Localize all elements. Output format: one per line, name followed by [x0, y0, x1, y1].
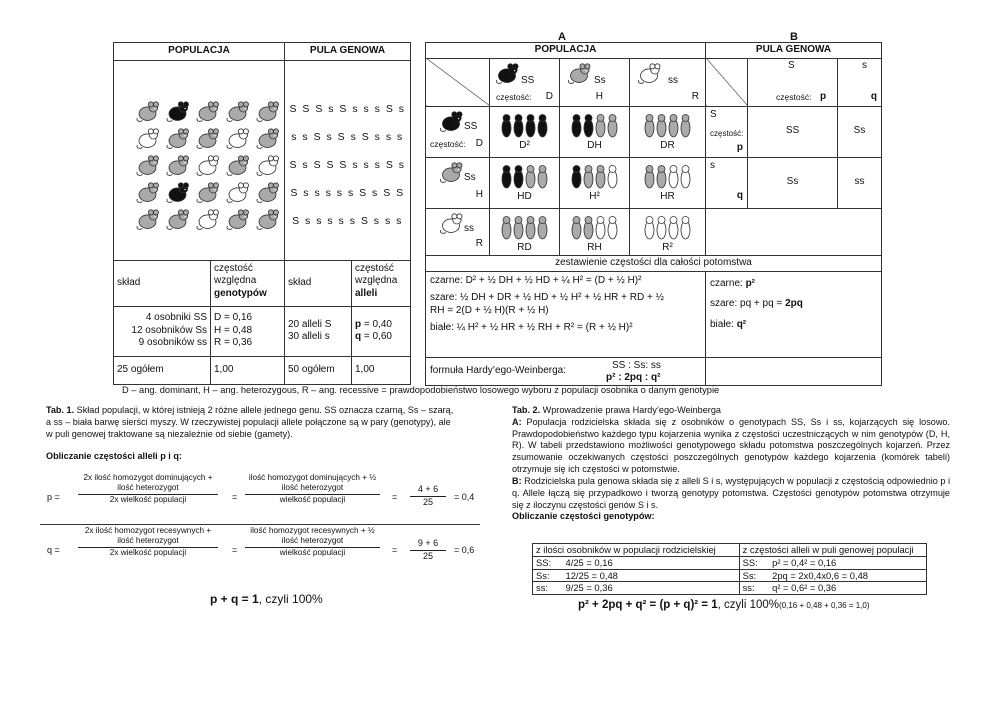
col-sklad: skład [114, 260, 211, 306]
cell-dr: DR [630, 106, 706, 157]
header-population-a: POPULACJA [426, 43, 706, 59]
black-mouse-icon [494, 63, 520, 85]
cell-hd: HD [490, 157, 560, 208]
offspring-mouse-icon [571, 215, 582, 241]
summary-formulas: czarne: D² + ½ DH + ½ HD + ¼ H² = (D + ½ H)² szare: ½ DH + DR + ½ HD + ½ H² + ½ HR + RD + ½ RH = 2(D + ½ H)(R + ½ H) białe: ¼ H² + ½ HR + ½ RH + R² = (R + ½ H)² [426, 271, 706, 357]
black-mouse-icon [438, 111, 464, 133]
cell-rh: RH [560, 208, 630, 256]
offspring-mouse-icon [595, 164, 606, 190]
cell: q² = 0,6² = 0,36 [769, 582, 926, 595]
mouse-icon [134, 182, 161, 204]
cell: SS: [739, 556, 769, 569]
offspring-mouse-icon [513, 215, 524, 241]
allele-freq-cell: p = 0,40 q = 0,60 [352, 306, 411, 356]
eq-sign: = [392, 492, 398, 502]
mouse-icon [164, 101, 191, 123]
tab1-caption: Tab. 1. Skład populacji, w której istnieją 2 różne allele jednego genu. SS oznacza czarną, Ss – szarą, a ss – biała barwę sierści myszy. W rzeczywistej populacji allele połączone są w pary (genotypy), ale w puli genowej traktowane są niezależnie od siebie (gamety). [46, 405, 454, 439]
legend: D – ang. dominant, H – ang. heterozygous, R – ang. recessive = prawdopodobieństwo losowego wyboru z populacji osobnika o danym genotypie [122, 385, 720, 395]
offspring-mouse-icon [525, 215, 536, 241]
mouse-icon [254, 209, 281, 231]
row-s-dom: S częstość: p [706, 106, 748, 157]
offspring-mouse-icon [644, 215, 655, 241]
cell-ss-b: SS [748, 106, 838, 157]
offspring-mouse-icon [668, 215, 679, 241]
mouse-icon [134, 155, 161, 177]
cell: ss: [533, 582, 563, 595]
summary-header: zestawienie częstości dla całości potomstwa [426, 256, 882, 272]
offspring-mouse-icon [513, 164, 524, 190]
p-fraction-2: ilość homozygot dominujących + ½ ilość heterozygot wielkość populacji [245, 473, 380, 505]
offspring-mouse-icon [607, 113, 618, 139]
mice-population [114, 60, 285, 260]
mouse-icon [194, 209, 221, 231]
header-gene-pool-b: PULA GENOWA [706, 43, 882, 59]
gene-pool-list [285, 60, 411, 260]
offspring-mouse-icon [680, 113, 691, 139]
eq-sign: = [232, 492, 238, 502]
mouse-icon [194, 101, 221, 123]
offspring-mouse-icon [525, 164, 536, 190]
offspring-mouse-icon [571, 113, 582, 139]
mouse-icon [194, 155, 221, 177]
mouse-icon [254, 128, 281, 150]
offspring-mouse-icon [668, 164, 679, 190]
gene-row: s s S s S s S s s s [291, 130, 404, 143]
cell: ss: [739, 582, 769, 595]
mouse-icon [254, 101, 281, 123]
allele-counts-cell: 20 alleli S 30 alleli s [285, 306, 352, 356]
mouse-icon [164, 182, 191, 204]
gene-row: S s s s s s S s S S [290, 186, 405, 199]
eq-sign: = [232, 545, 238, 555]
gene-row: S s S S S s s s S s [289, 158, 406, 171]
counts-cell: 4 osobniki SS 12 osobników Ss 9 osobników ss [114, 306, 211, 356]
cell: 4/25 = 0,16 [563, 556, 740, 569]
gene-row: S s s s s s S s s s [292, 215, 403, 227]
mouse-icon [164, 209, 191, 231]
mouse-icon [164, 128, 191, 150]
hw-final: p² + 2pq + q² = (p + q)² = 1, czyli 100%(0,16 + 0,48 + 0,36 = 1,0) [578, 599, 870, 611]
q-fraction-2: ilość homozygot recesywnych + ½ ilość heterozygot wielkość populacji [245, 526, 380, 558]
col-sklad-2: skład [285, 260, 352, 306]
total-freq-cell: 1,00 [211, 356, 285, 384]
total-allele-freq-cell: 1,00 [352, 356, 411, 384]
mouse-icon [194, 128, 221, 150]
divider [40, 524, 480, 525]
mouse-icon [254, 182, 281, 204]
offspring-mouse-icon [656, 113, 667, 139]
mouse-icon [224, 128, 251, 150]
cell-dh: DH [560, 106, 630, 157]
header-gene-pool: PULA GENOWA [285, 43, 411, 61]
col-s-dom: S częstość: p [748, 58, 838, 106]
p-fraction-1: 2x ilość homozygot dominujących + ilość heterozygot 2x wielkość populacji [78, 473, 218, 505]
col-s-rec: s q [838, 58, 882, 106]
pq-sum: p + q = 1, czyli 100% [210, 592, 323, 606]
genotype-freq-table [532, 543, 927, 595]
offspring-mouse-icon [607, 164, 618, 190]
cell: SS: [533, 556, 563, 569]
col-ss-header: SS częstość: D [490, 58, 560, 106]
p-result: = 0,4 [454, 492, 475, 502]
label-b: B [790, 31, 798, 43]
grey-mouse-icon [438, 162, 464, 184]
col-ss-rec-header: ss R [630, 58, 706, 106]
cell: 12/25 = 0,48 [563, 569, 740, 582]
cell-d2: D² [490, 106, 560, 157]
corner-cell-b [706, 58, 748, 106]
corner-cell [426, 58, 490, 106]
cell-h2: H² [560, 157, 630, 208]
q-result: = 0,6 [454, 545, 475, 555]
p-fraction-3: $\frac{4 + 6}{25}$ [410, 484, 446, 508]
summary-b: czarne: p² szare: pq + pq = 2pq białe: q² [706, 271, 882, 357]
offspring-mouse-icon [537, 215, 548, 241]
offspring-mouse-icon [595, 113, 606, 139]
header-population: POPULACJA [114, 43, 285, 61]
offspring-mouse-icon [571, 164, 582, 190]
total-cell: 25 ogółem [114, 356, 211, 384]
offspring-mouse-icon [525, 113, 536, 139]
th-parental: z ilości osobników w populacji rodzicielskiej [533, 544, 740, 557]
cell-hr: HR [630, 157, 706, 208]
label-a: A [558, 31, 566, 43]
mouse-icon [164, 155, 191, 177]
offspring-mouse-icon [680, 164, 691, 190]
offspring-mouse-icon [644, 164, 655, 190]
row-ss-header: SS częstość: D [426, 106, 490, 157]
mouse-icon [134, 209, 161, 231]
cell-ss-b4: ss [838, 157, 882, 208]
hw-formula: formuła Hardy’ego-Weinberga: SS : Ss: ss p² : 2pq : q² [426, 357, 706, 385]
offspring-mouse-icon [680, 215, 691, 241]
empty-cell [706, 208, 882, 256]
offspring-mouse-icon [583, 164, 594, 190]
offspring-mouse-icon [656, 164, 667, 190]
mouse-icon [224, 182, 251, 204]
q-fraction-1: 2x ilość homozygot recesywnych + ilość heterozygot 2x wielkość populacji [78, 526, 218, 558]
p-label: p = [47, 492, 60, 502]
row-ss-rec-header: ss R [426, 208, 490, 256]
offspring-mouse-icon [537, 164, 548, 190]
mouse-icon [134, 101, 161, 123]
cell: Ss: [533, 569, 563, 582]
eq-sign: = [392, 545, 398, 555]
cell-rd: RD [490, 208, 560, 256]
genotype-freq-cell: D = 0,16 H = 0,48 R = 0,36 [211, 306, 285, 356]
row-ss-het-header: Ss H [426, 157, 490, 208]
col-ss-het-header: Ss H [560, 58, 630, 106]
gene-row: S S S s S s s s S s [289, 102, 406, 115]
cell-r2: R² [630, 208, 706, 256]
cell-ss-b3: Ss [748, 157, 838, 208]
col-freq-alleles: częstość względna alleli [352, 260, 411, 306]
offspring-mouse-icon [501, 215, 512, 241]
cell: 2pq = 2x0,4x0,6 = 0,48 [769, 569, 926, 582]
hardy-weinberg-table [425, 42, 882, 386]
offspring-mouse-icon [644, 113, 655, 139]
mouse-icon [254, 155, 281, 177]
offspring-mouse-icon [583, 215, 594, 241]
cell: p² = 0,4² = 0,16 [769, 556, 926, 569]
col-freq-genotypes: częstość względna genotypów [211, 260, 285, 306]
offspring-mouse-icon [501, 113, 512, 139]
mouse-icon [194, 182, 221, 204]
offspring-mouse-icon [656, 215, 667, 241]
cell-ss-b2: Ss [838, 106, 882, 157]
offspring-mouse-icon [607, 215, 618, 241]
row-s-rec: s q [706, 157, 748, 208]
grey-mouse-icon [566, 63, 592, 85]
q-label: q = [47, 545, 60, 555]
empty-cell-2 [706, 357, 882, 385]
white-mouse-icon [438, 213, 464, 235]
offspring-mouse-icon [583, 113, 594, 139]
cell: Ss: [739, 569, 769, 582]
offspring-mouse-icon [668, 113, 679, 139]
th-pool: z częstości alleli w puli genowej populacji [739, 544, 926, 557]
offspring-mouse-icon [595, 215, 606, 241]
white-mouse-icon [636, 63, 662, 85]
population-table [113, 42, 411, 385]
offspring-mouse-icon [501, 164, 512, 190]
mouse-icon [224, 101, 251, 123]
mouse-icon [224, 155, 251, 177]
cell: 9/25 = 0,36 [563, 582, 740, 595]
offspring-mouse-icon [513, 113, 524, 139]
q-fraction-3: $\frac{9 + 6}{25}$ [410, 538, 446, 562]
total-alleles-cell: 50 ogółem [285, 356, 352, 384]
offspring-mouse-icon [537, 113, 548, 139]
tab2-caption: Tab. 2. Wprowadzenie prawa Hardy’ego-Weinberga A: Populacja rodzicielska składa się z osobników o genotypach SS, Ss i ss, kojarzących się losowo. Prawdopodobieństwo każdego typu kojarzenia wynika z częstości uczestniczących w nim genotypów (D, H, R). W tabeli przedstawiono możliwości genotypowego składu potomstwa poszczególnych kojarzeń. Przez zsumowanie oczekiwanych częstości poszczególnych genotypów każdego kojarzenia (komórek tabeli) otrzymuje się ich częstości w potomstwie. B: Rodzicielska pula genowa składa się z alleli S i s, występujących w populacji z częstością odpowiednio p i q. Allele łączą się przypadkowo i tworzą genotypy potomstwa. Częstości genotypów potomstwa otrzymuje się z iloczynu częstości genów S i s. Obliczanie częstości genotypów: [512, 405, 950, 522]
allele-calc-title: Obliczanie częstości alleli p i q: [46, 451, 182, 461]
mouse-icon [134, 128, 161, 150]
mouse-icon [224, 209, 251, 231]
